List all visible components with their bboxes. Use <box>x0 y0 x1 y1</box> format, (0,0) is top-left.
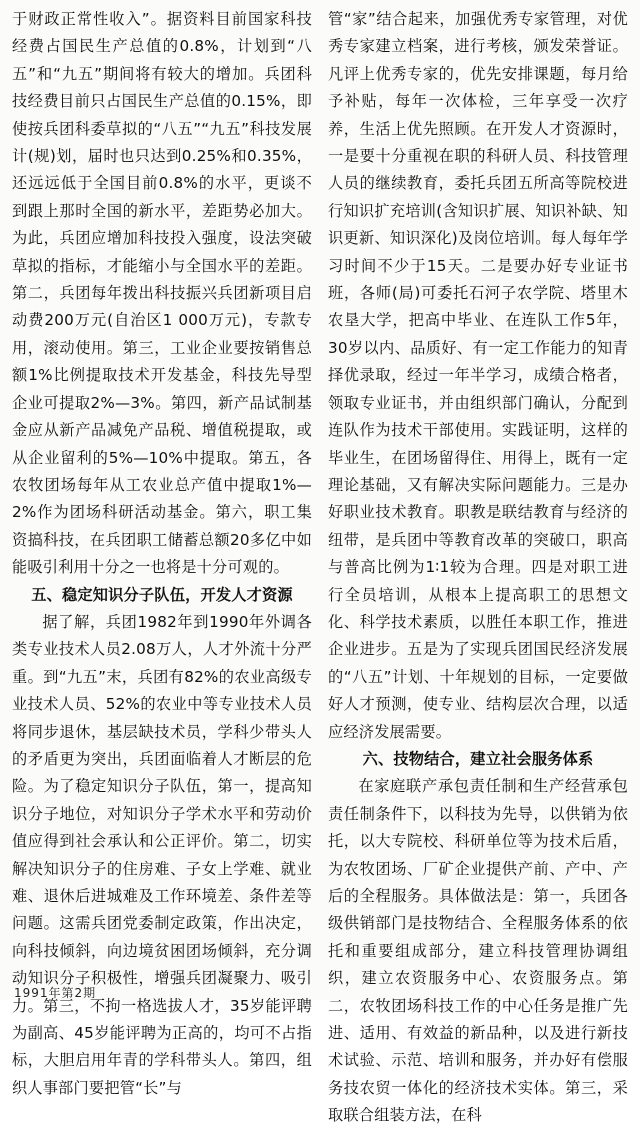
right-paragraph-1: 管“家”结合起来，加强优秀专家管理，对优秀专家建立档案，进行考核，颁发荣誉证。凡评上优秀专家的，优先安排课题，每月给予补贴，每年一次体检，三年享受一次疗养，生活上优先照顾。在开发人才资源时，一是要十分重视在职的科研人员、科技管理人员的继续教育，委托兵团五所高等院校进行知识扩充培训(含知识扩展、知识补缺、知识更新、知识深化)及岗位培训。每人每年学习时间不少于15天。二是要办好专业证书班，各师(局)可委托石河子农学院、塔里木农垦大学，把高中毕业、在连队工作5年，30岁以内、品质好、有一定工作能力的知青择优录取，经过一年半学习，成绩合格者，领取专业证书，并由组织部门确认，分配到连队作为技术干部使用。实践证明，这样的毕业生，在团场留得住、用得上，既有一定理论基础，又有解决实际问题能力。三是办好职业技术教育。职教是联结教育与经济的纽带，是兵团中等教育改革的突破口，职高与普高比例为1∶1较为合理。四是对职工进行全员培训，从根本上提高职工的思想文化、科学技术素质，以胜任本职工作，推进企业进步。五是为了实现兵团国民经济发展的“八五”计划、十年规划的目标，一定要做好人才预测，使专业、结构层次合理，以适应经济发展需要。 <box>328 10 628 741</box>
page-footer: 1991年第2期 <box>14 986 97 1000</box>
left-paragraph-2: 据了解，兵团1982年到1990年外调各类专业技术人员2.08万人，人才外流十分严重。到“九五”末，兵团有82%的农业高级专业技术人员、52%的农业中等专业技术人员将同步退休，基层缺技术员，学科少带头人的矛盾更为突出，兵团面临着人才断层的危险。为了稳定知识分子队伍，第一，提高知识分子地位，对知识分子学术水平和劳动价值应得到社会承认和公正评价。第二，切实解决知识分子的住房难、子女上学难、就业难、退休后进城难及工作环境差、条件差等问题。这需兵团党委制定政策，作出决定，向科技倾斜，向边境贫困团场倾斜，充分调动知识分子积极性，增强兵团凝聚力、吸引力。第三，不拘一格选拔人才，35岁能评聘为副高、45岁能评聘为正高的，均可不占指标，大胆启用年青的学科带头人。第四，组织人事部门要把管“长”与 <box>12 612 312 1097</box>
left-paragraph-1: 于财政正常性收入”。据资料目前国家科技经费占国民生产总值的0.8%，计划到“八五”和“九五”期间将有较大的增加。兵团科技经费目前只占国民生产总值的0.15%，即使按兵团科委草拟的“八五”“九五”科技发展计(规)划，届时也只达到0.25%和0.35%，还远远低于全国目前0.8%的水平，更谈不到跟上那时全国的新水平，差距势必加大。为此，兵团应增加科技投入强度，设法突破草拟的指标，才能缩小与全国水平的差距。第二，兵团每年拨出科技振兴兵团新项目启动费200万元(自治区1 000万元)，专款专用，滚动使用。第三，工业企业要按销售总额1%比例提取技术开发基金，科技先导型企业可提取2%—3%。第四，新产品试制基金应从新产品减免产品税、增值税提取，或从企业留利的5%—10%中提取。第五，各农牧团场每年从工农业总产值中提取1%—2%作为团场科研活动基金。第六，职工集资搞科技，在兵团职工储蓄总额20多亿中如能吸引利用十分之一也将是十分可观的。 <box>12 10 312 577</box>
right-column <box>328 6 628 1130</box>
left-column <box>12 6 312 1102</box>
column-divider <box>318 8 319 988</box>
section-heading-5: 五、稳定知识分子队伍，开发人才资源 <box>31 585 293 604</box>
right-paragraph-2: 在家庭联产承包责任制和生产经营承包责任制条件下，以科技为先导，以供销为依托，以大专院校、科研单位等为技术后盾，为农牧团场、厂矿企业提供产前、产中、产后的全程服务。具体做法是：第一，兵团各级供销部门是技物结合、全程服务体系的依托和重要组成部分，建立科技管理协调组织，建立农资服务中心、农资服务点。第二，农牧团场科技工作的中心任务是推广先进、适用、有效益的新品种，以及进行新技术试验、示范、培训和服务，并办好有偿服务技农贸一体化的经济技术实体。第三，采取联合组装方法，在科 <box>328 777 628 1125</box>
section-heading-6: 六、技物结合，建立社会服务体系 <box>362 749 594 768</box>
